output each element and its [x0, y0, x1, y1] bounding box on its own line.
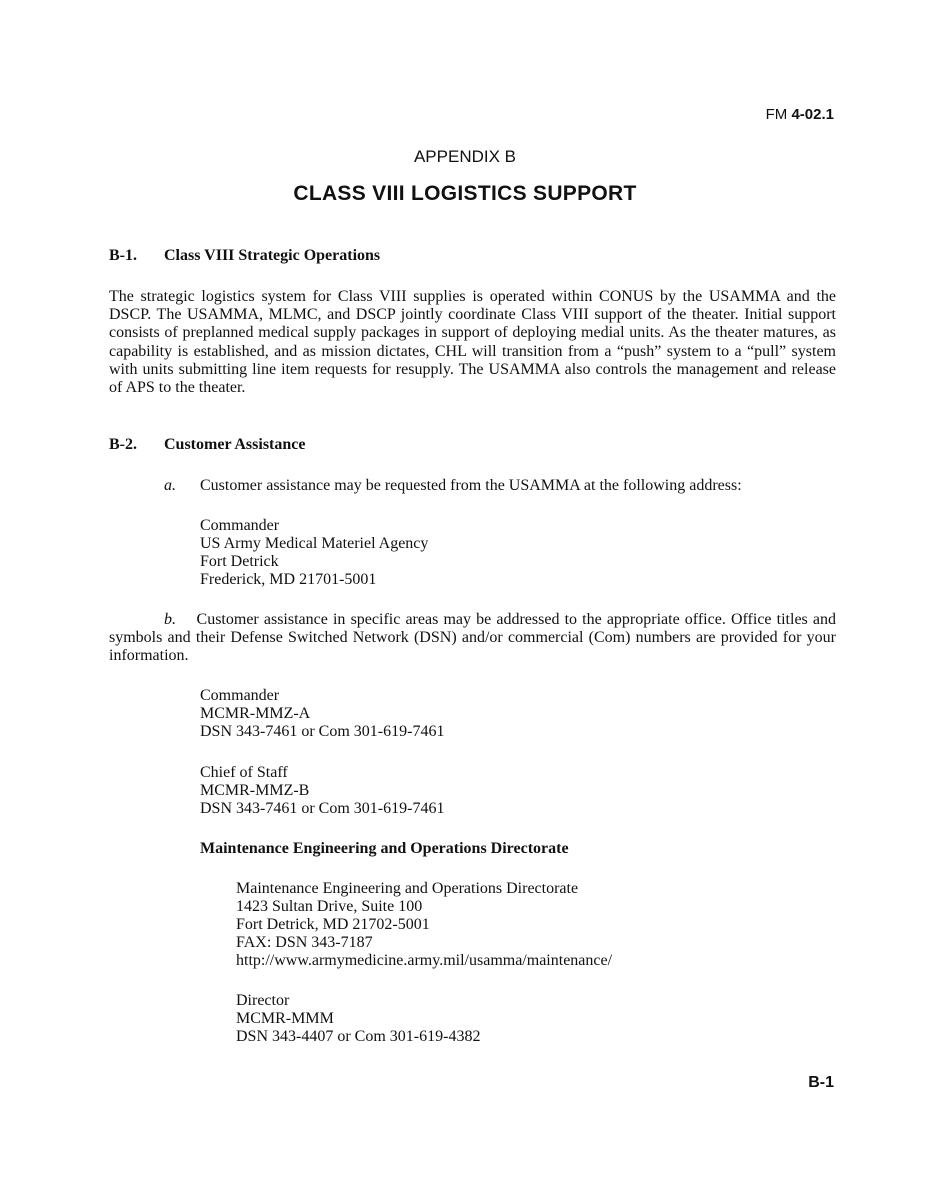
field-manual-number [766, 106, 834, 123]
section-b1-body: The strategic logistics system for Class VIII supplies is operated within CONUS by the USAMMA and the DSCP. The USAMMA, MLMC, and DSCP jointly coordinate Class VIII support of the theater. Initial support consists of preplanned medical supply packages in support of deploying medial units. As the theater matures, as capability is established, and as mission dictates, CHL will transition from a “push” system to a “pull” system with units submitting line item requests for resupply. The USAMMA also controls the management and release of APS to the theater. [109, 288, 836, 397]
section-heading-b2 [109, 436, 305, 454]
item-b-label: b. [164, 611, 176, 628]
page-title: CLASS VIII LOGISTICS SUPPORT [293, 182, 637, 205]
section-heading-b1 [109, 247, 380, 265]
contact-line: DSN 343-7461 or Com 301-619-7461 [200, 800, 445, 817]
directorate-address-line: Maintenance Engineering and Operations Directorate [236, 880, 579, 897]
contact-line: MCMR-MMZ-A [200, 705, 311, 722]
director-line: MCMR-MMM [236, 1010, 334, 1027]
directorate-address-line: Fort Detrick, MD 21702-5001 [236, 916, 430, 933]
item-a-text: Customer assistance may be requested from the USAMMA at the following address: [200, 477, 742, 494]
contact-line: MCMR-MMZ-B [200, 782, 310, 799]
section-title: Class VIII Strategic Operations [164, 247, 381, 264]
director-line: Director [236, 992, 290, 1009]
appendix-label: APPENDIX B [413, 147, 517, 166]
directorate-url: http://www.armymedicine.army.mil/usamma/maintenance/ [236, 952, 613, 969]
usamma-address-line: US Army Medical Materiel Agency [200, 535, 429, 552]
contact-line: Chief of Staff [200, 764, 288, 781]
fm-prefix: FM [765, 106, 788, 123]
page-number: B-1 [808, 1074, 834, 1091]
fm-number: 4-02.1 [791, 106, 834, 123]
item-a-label: a. [164, 477, 176, 494]
usamma-address-line: Commander [200, 517, 280, 534]
contact-line: DSN 343-7461 or Com 301-619-7461 [200, 723, 445, 740]
contact-line: Commander [200, 687, 280, 704]
item-b-paragraph [109, 611, 836, 666]
section-title: Customer Assistance [164, 436, 306, 453]
director-line: DSN 343-4407 or Com 301-619-4382 [236, 1028, 481, 1045]
usamma-address-line: Fort Detrick [200, 553, 279, 570]
section-number: B-2. [109, 436, 137, 453]
directorate-heading: Maintenance Engineering and Operations Directorate [200, 840, 569, 857]
usamma-address-line: Frederick, MD 21701-5001 [200, 571, 377, 588]
directorate-address-line: 1423 Sultan Drive, Suite 100 [236, 898, 423, 915]
item-b-text: Customer assistance in specific areas may be addressed to the appropriate office. Office titles and symbols and their Defense Switched Network (DSN) and/or commercial (Com) numbers are provided for your information. [109, 611, 837, 665]
directorate-address-line: FAX: DSN 343-7187 [236, 934, 373, 951]
section-number: B-1. [109, 247, 137, 264]
